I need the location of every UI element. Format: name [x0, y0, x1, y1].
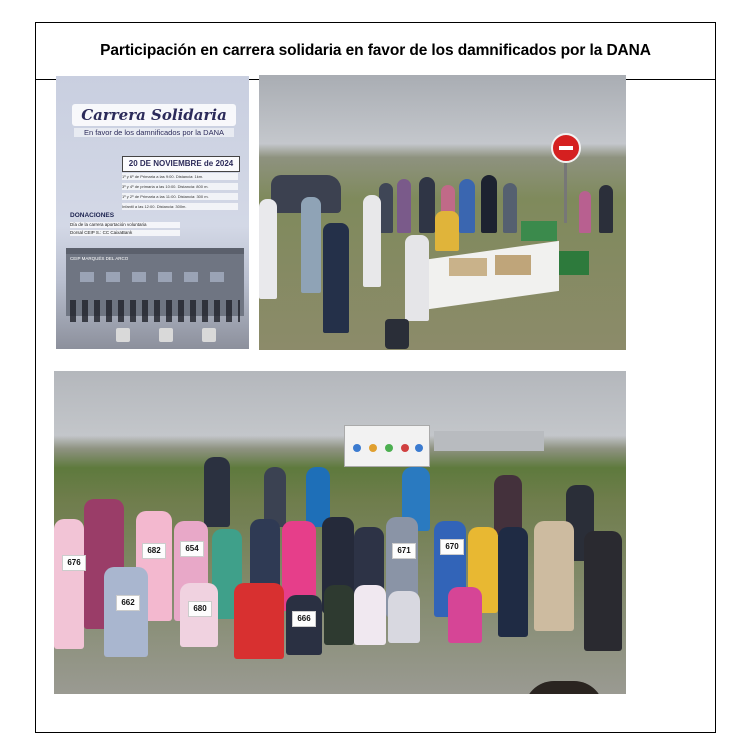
sponsor-logo	[159, 328, 173, 342]
window-shape	[80, 272, 94, 282]
child-figure	[435, 211, 459, 251]
person-figure	[379, 183, 393, 233]
drinks-crate	[521, 221, 557, 241]
billboard	[344, 425, 430, 467]
race-bib: 670	[440, 539, 464, 555]
race-bib: 682	[142, 543, 166, 559]
child-figure	[323, 223, 349, 333]
person-figure	[579, 191, 591, 233]
person-figure	[459, 179, 475, 233]
poster-schedule	[122, 173, 238, 213]
poster-building-sign: CEIP MARQUÉS DEL ARCO	[70, 256, 129, 261]
race-bib: 680	[188, 601, 212, 617]
child-figure	[534, 521, 574, 631]
group-photo	[54, 371, 626, 694]
race-bib: 654	[180, 541, 204, 557]
window-shape	[158, 272, 172, 282]
no-entry-sign-icon	[551, 133, 581, 163]
cardboard-box	[449, 258, 487, 276]
event-poster-image	[56, 76, 249, 349]
runner-silhouettes	[70, 300, 240, 322]
poster-date: 20 DE NOVIEMBRE de 2024	[122, 156, 240, 172]
race-bib: 666	[292, 611, 316, 627]
drinks-crate	[559, 251, 589, 275]
poster-subheading: En favor de los damnificados por la DANA	[74, 128, 234, 137]
poster-donations-label: DONACIONES	[70, 212, 115, 219]
child-figure	[324, 585, 354, 645]
adult-figure	[204, 457, 230, 527]
window-shape	[210, 272, 224, 282]
backpack	[385, 319, 409, 349]
child-figure	[498, 527, 528, 637]
child-figure	[104, 567, 148, 657]
person-figure	[397, 179, 411, 233]
window-shape	[184, 272, 198, 282]
child-figure	[363, 195, 381, 287]
poster-heading: Carrera Solidaria	[72, 104, 236, 126]
adult-figure	[264, 467, 286, 527]
race-bib: 671	[392, 543, 416, 559]
adult-figure	[259, 199, 277, 299]
cardboard-box	[495, 255, 531, 275]
title-row	[36, 23, 715, 80]
person-figure	[419, 177, 435, 233]
window-shape	[132, 272, 146, 282]
document-title: Participación en carrera solidaria en favor de los damnificados por la DANA	[100, 42, 651, 59]
child-figure	[234, 583, 284, 659]
person-figure	[599, 185, 613, 233]
warehouse-building	[434, 431, 544, 451]
town-logo	[202, 328, 216, 342]
refreshment-table-photo	[259, 75, 626, 350]
poster-logos	[116, 328, 216, 342]
adult-figure	[494, 475, 522, 535]
person-figure	[481, 175, 497, 233]
foreground-head	[524, 681, 604, 694]
child-figure	[584, 531, 622, 651]
child-figure	[354, 585, 386, 645]
school-logo	[116, 328, 130, 342]
sign-pole	[564, 163, 567, 223]
window-shape	[106, 272, 120, 282]
child-figure	[301, 197, 321, 293]
race-bib: 662	[116, 595, 140, 611]
poster-schedule-line: 1º y 2º de Primaria a las 11:00. Distancia: 300 m.	[122, 193, 238, 200]
child-figure	[54, 519, 84, 649]
person-figure	[503, 183, 517, 233]
child-figure	[388, 591, 420, 643]
poster-schedule-line: 1º y 6º de Primaria a las 9:00. Distancia: 1km.	[122, 173, 238, 180]
child-figure	[448, 587, 482, 643]
poster-donations-line: Día de la carrera aportación voluntaria	[70, 222, 180, 228]
poster-donations-line: Dorsal CEIP S.: CC CaixaBank	[70, 230, 180, 236]
poster-schedule-line: Infantil a las 12:00. Distancia: 300m.	[122, 203, 238, 210]
child-figure	[405, 235, 429, 321]
poster-schedule-line: 3º y 4º de primaria a las 10:00. Distancia: 800 m.	[122, 183, 238, 190]
race-bib: 676	[62, 555, 86, 571]
